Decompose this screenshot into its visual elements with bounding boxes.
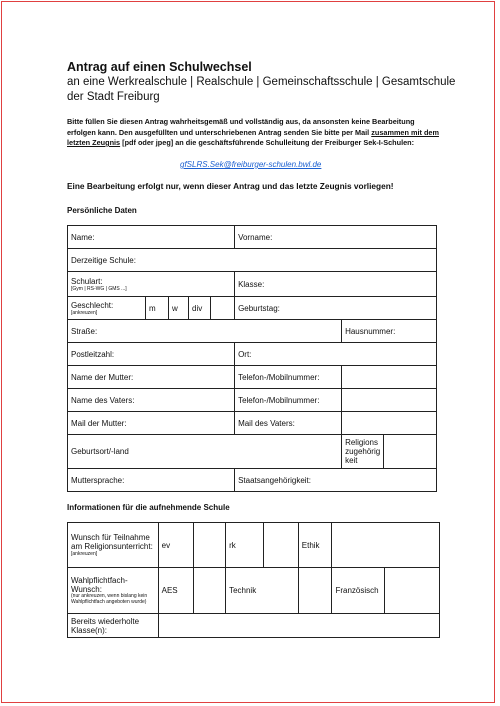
field-telefon-vater[interactable] — [342, 389, 437, 412]
option-div[interactable]: div — [189, 297, 211, 320]
checkbox-technik[interactable] — [298, 568, 332, 614]
label-cell-geschlecht — [68, 297, 146, 320]
warning-text: Eine Bearbeitung erfolgt nur, wenn dieser Antrag und das letzte Zeugnis vorliegen! — [67, 181, 394, 191]
checkbox-ev[interactable] — [194, 523, 226, 568]
label-telefon-vater: Telefon-/Mobilnummer: — [238, 395, 320, 405]
hint-schulart: [Gym | RS-WG | GMS ...] — [71, 285, 127, 292]
school-info-table — [67, 522, 440, 638]
field-strasse[interactable] — [68, 320, 342, 343]
label-strasse: Straße: — [71, 326, 98, 336]
label-telefon-mutter: Telefon-/Mobilnummer: — [238, 372, 320, 382]
label-vorname: Vorname: — [238, 232, 273, 242]
label-geburtstag: Geburtstag: — [238, 303, 280, 313]
intro-part3: [pdf oder jpeg] an die geschäftsführende Schulleitung der Freiburger Sek-I-Schulen: — [120, 138, 415, 147]
hint-wunsch-religion: [ankreuzen] — [71, 551, 98, 557]
label-cell-mail-vater — [235, 412, 342, 435]
label-cell-wiederholt — [68, 614, 159, 638]
field-muttersprache[interactable] — [68, 469, 235, 492]
field-religion[interactable] — [384, 435, 437, 469]
label-wahlpflicht: Wahlpflichtfach-Wunsch: — [71, 576, 128, 594]
option-franzoesisch[interactable]: Französisch — [332, 568, 385, 614]
label-derzeitige-schule: Derzeitige Schule: — [71, 255, 136, 265]
field-derzeitige-schule[interactable] — [68, 249, 437, 272]
label-name-mutter: Name der Mutter: — [71, 372, 134, 382]
field-schulart[interactable] — [68, 272, 235, 297]
field-mail-mutter[interactable] — [68, 412, 235, 435]
field-ort[interactable] — [235, 343, 437, 366]
label-name-vater: Name des Vaters: — [71, 395, 135, 405]
option-aes[interactable]: AES — [158, 568, 194, 614]
label-schulart: Schulart: — [71, 276, 103, 286]
label-muttersprache: Muttersprache: — [71, 475, 125, 485]
label-cell-telefon-mutter — [235, 366, 342, 389]
email-link[interactable]: gfSLRS.Sek@freiburger-schulen.bwl.de — [180, 160, 322, 169]
checkbox-aes[interactable] — [194, 568, 226, 614]
hint-geschlecht: [ankreuzen] — [71, 309, 98, 316]
label-geschlecht: Geschlecht: — [71, 300, 114, 310]
personal-data-table — [67, 225, 437, 492]
field-postleitzahl[interactable] — [68, 343, 235, 366]
field-wiederholt[interactable] — [158, 614, 439, 638]
label-cell-religion — [342, 435, 384, 469]
field-name[interactable] — [68, 226, 235, 249]
checkbox-cell-div[interactable] — [211, 297, 235, 320]
option-w[interactable]: w — [169, 297, 189, 320]
label-geburtsort: Geburtsort/-land — [71, 447, 129, 456]
label-mail-mutter: Mail der Mutter: — [71, 418, 127, 428]
field-mail-vater[interactable] — [342, 412, 437, 435]
option-m[interactable]: m — [146, 297, 169, 320]
intro-underlined: zusammen mit dem letzten Zeugnis — [67, 127, 439, 147]
checkbox-franzoesisch[interactable] — [385, 568, 440, 614]
checkbox-rk[interactable] — [264, 523, 299, 568]
checkbox-ethik[interactable] — [332, 523, 440, 568]
label-staatsangehoerigkeit: Staatsangehörigkeit: — [238, 475, 311, 485]
label-wunsch-religion: Wunsch für Teilnahme am Religionsunterricht: — [71, 533, 153, 551]
label-cell-telefon-vater — [235, 389, 342, 412]
field-vorname[interactable] — [235, 226, 437, 249]
intro-part1: Bitte füllen Sie diesen Antrag wahrheitsgemäß und vollständig aus, da ansonsten keine Bearbeitung erfolgen kann. Den ausgefüllten und unterschriebenen Antrag senden Sie bitte per Mail — [67, 117, 415, 137]
school-info-heading: Informationen für die aufnehmende Schule — [67, 503, 230, 512]
label-cell-wahlpflicht — [68, 568, 159, 614]
label-religion: Religions zugehörig keit — [345, 438, 381, 465]
label-klasse: Klasse: — [238, 279, 265, 289]
field-name-vater[interactable] — [68, 389, 235, 412]
field-geburtsort[interactable] — [68, 435, 342, 469]
field-name-mutter[interactable] — [68, 366, 235, 389]
option-ev[interactable]: ev — [158, 523, 194, 568]
label-wiederholt: Bereits wiederholte Klasse(n): — [71, 616, 140, 635]
field-geburtstag[interactable] — [235, 297, 437, 320]
option-rk[interactable]: rk — [226, 523, 264, 568]
label-name: Name: — [71, 232, 95, 242]
label-mail-vater: Mail des Vaters: — [238, 418, 295, 428]
form-title: Antrag auf einen Schulwechsel — [67, 60, 252, 74]
label-hausnummer: Hausnummer: — [345, 326, 396, 336]
label-cell-wunsch-religion — [68, 523, 159, 568]
form-subtitle-line1: an eine Werkrealschule | Realschule | Gemeinschaftsschule | Gesamtschule — [67, 76, 456, 88]
intro-text — [67, 117, 439, 149]
field-telefon-mutter[interactable] — [342, 366, 437, 389]
field-klasse[interactable] — [235, 272, 437, 297]
label-ort: Ort: — [238, 349, 252, 359]
option-ethik[interactable]: Ethik — [298, 523, 332, 568]
field-staatsangehoerigkeit[interactable] — [235, 469, 437, 492]
form-subtitle-line2: der Stadt Freiburg — [67, 91, 160, 103]
field-hausnummer[interactable] — [342, 320, 437, 343]
label-postleitzahl: Postleitzahl: — [71, 349, 115, 359]
personal-data-heading: Persönliche Daten — [67, 206, 137, 215]
option-technik[interactable]: Technik — [226, 568, 299, 614]
hint-wahlpflicht: (nur ankreuzen, wenn bislang kein Wahlpflichtfach angeboten wurde) — [71, 593, 148, 605]
